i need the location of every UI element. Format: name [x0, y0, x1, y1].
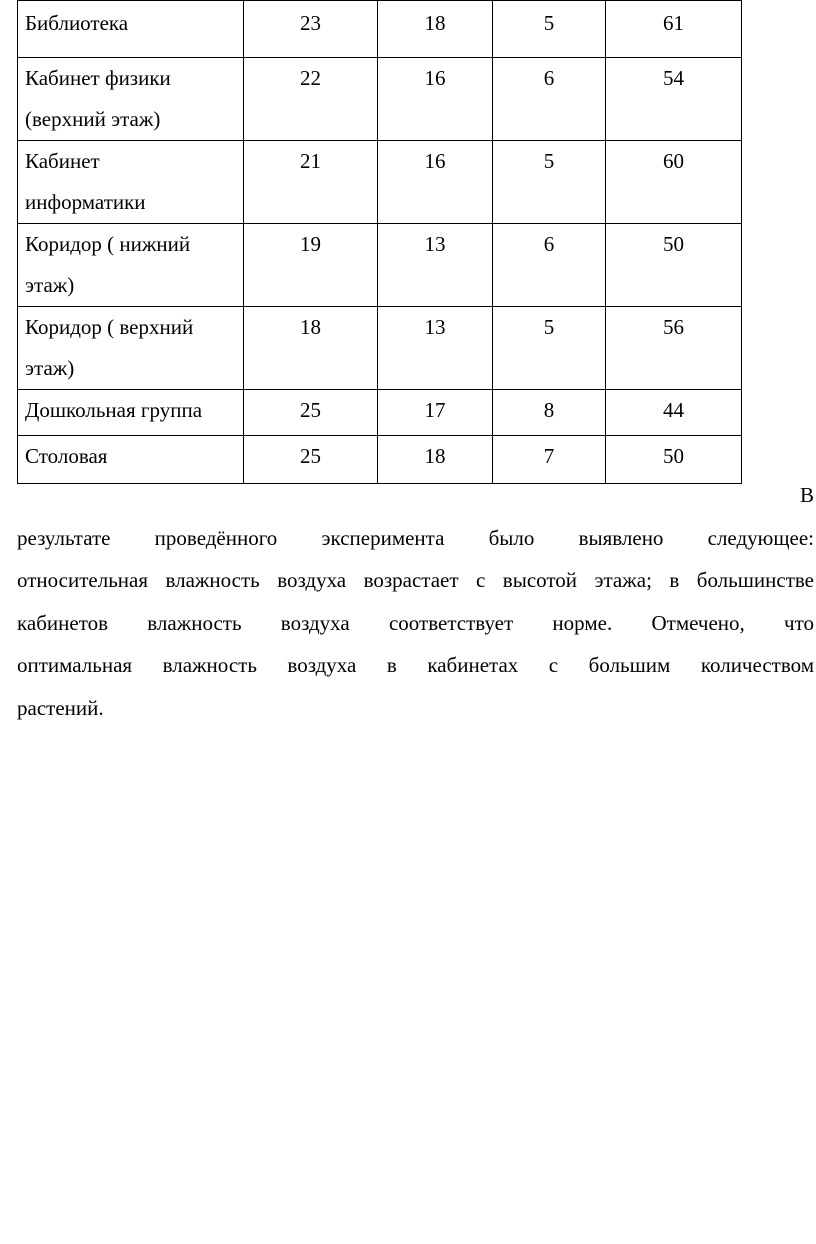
value-cell: 18 — [244, 307, 378, 390]
value-cell: 25 — [244, 436, 378, 484]
table-row — [18, 58, 742, 141]
table-row — [18, 390, 742, 436]
value-cell: 6 — [493, 224, 606, 307]
location-name — [18, 1, 244, 58]
location-name — [18, 224, 244, 307]
humidity-table — [17, 0, 742, 484]
location-name-line: Столовая — [25, 444, 108, 468]
value-cell: 56 — [606, 307, 742, 390]
value-cell: 7 — [493, 436, 606, 484]
location-name-line: информатики — [25, 190, 146, 214]
value-cell: 16 — [378, 141, 493, 224]
paragraph-line: кабинетов влажность воздуха соответствует норме. Отмечено, что — [17, 610, 814, 635]
value-cell: 54 — [606, 58, 742, 141]
value-cell: 5 — [493, 141, 606, 224]
value-cell: 18 — [378, 1, 493, 58]
location-name-line: (верхний этаж) — [25, 107, 161, 131]
paragraph-line: результате проведённого эксперимента было выявлено следующее: — [17, 525, 814, 550]
value-cell: 13 — [378, 307, 493, 390]
location-name-line: Кабинет — [25, 149, 100, 173]
table-row — [18, 1, 742, 58]
location-name — [18, 307, 244, 390]
value-cell: 60 — [606, 141, 742, 224]
value-cell: 25 — [244, 390, 378, 436]
paragraph-lead: В — [799, 483, 814, 507]
value-cell: 17 — [378, 390, 493, 436]
location-name-line: Коридор ( верхний — [25, 315, 194, 339]
table-row — [18, 307, 742, 390]
location-name — [18, 141, 244, 224]
value-cell: 5 — [493, 307, 606, 390]
location-name — [18, 390, 244, 436]
location-name-line: этаж) — [25, 356, 75, 380]
paragraph-line: относительная влажность воздуха возрастает с высотой этажа; в большинстве — [17, 568, 814, 592]
value-cell: 16 — [378, 58, 493, 141]
conclusion-paragraph — [17, 474, 814, 729]
location-name-line: Дошкольная группа — [25, 398, 203, 422]
paragraph-line: растений. — [17, 695, 104, 720]
location-name — [18, 58, 244, 141]
location-name-line: Библиотека — [25, 11, 129, 35]
value-cell: 21 — [244, 141, 378, 224]
table-row — [18, 141, 742, 224]
value-cell: 50 — [606, 436, 742, 484]
value-cell: 8 — [493, 390, 606, 436]
value-cell: 5 — [493, 1, 606, 58]
value-cell: 13 — [378, 224, 493, 307]
location-name-line: Коридор ( нижний — [25, 232, 191, 256]
value-cell: 50 — [606, 224, 742, 307]
value-cell: 19 — [244, 224, 378, 307]
paragraph-line: оптимальная влажность воздуха в кабинетах с большим количеством — [17, 653, 814, 677]
value-cell: 61 — [606, 1, 742, 58]
value-cell: 44 — [606, 390, 742, 436]
value-cell: 18 — [378, 436, 493, 484]
location-name-line: этаж) — [25, 273, 75, 297]
location-name-line: Кабинет физики — [25, 66, 171, 90]
value-cell: 6 — [493, 58, 606, 141]
value-cell: 22 — [244, 58, 378, 141]
value-cell: 23 — [244, 1, 378, 58]
table-row — [18, 224, 742, 307]
